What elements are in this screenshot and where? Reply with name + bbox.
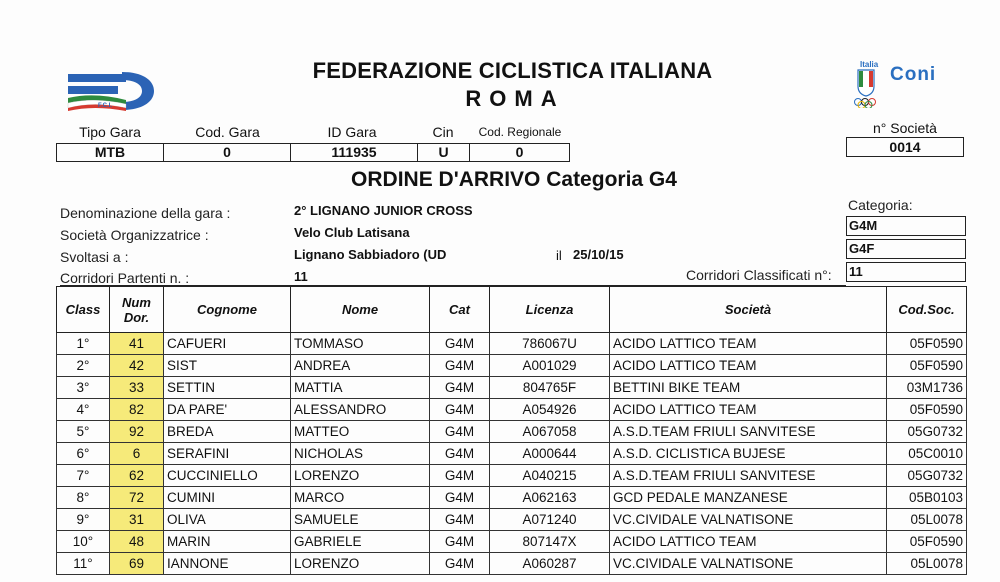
col-header-societa: Società	[610, 287, 887, 333]
cell-nome: NICHOLAS	[291, 443, 430, 465]
cell-pos: 1°	[57, 333, 110, 355]
id-gara-label: ID Gara	[327, 124, 377, 140]
cell-licenza: A071240	[490, 509, 610, 531]
cod-gara-value: 0	[163, 143, 291, 162]
cell-num: 69	[110, 553, 164, 575]
table-row	[57, 487, 967, 509]
cell-nome: LORENZO	[291, 465, 430, 487]
cell-cat: G4M	[430, 531, 490, 553]
cell-cognome: OLIVA	[164, 509, 291, 531]
col-header-licenza: Licenza	[490, 287, 610, 333]
cell-cat: G4M	[430, 421, 490, 443]
cell-cognome: SIST	[164, 355, 291, 377]
federation-city: ROMA	[465, 86, 565, 111]
cell-num: 41	[110, 333, 164, 355]
cod-regionale-value: 0	[469, 143, 570, 162]
cell-cognome: BREDA	[164, 421, 291, 443]
cell-num: 33	[110, 377, 164, 399]
cell-nome: SAMUELE	[291, 509, 430, 531]
societa-organizzatrice-value: Velo Club Latisana	[294, 225, 410, 240]
cell-num: 82	[110, 399, 164, 421]
societa-organizzatrice-label: Società Organizzatrice :	[60, 227, 209, 243]
cell-codsoc: 05F0590	[887, 531, 967, 553]
table-row	[57, 553, 967, 575]
cell-codsoc: 05F0590	[887, 399, 967, 421]
coni-logo-text: Coni	[890, 64, 937, 85]
cell-cat: G4M	[430, 509, 490, 531]
cell-cognome: SERAFINI	[164, 443, 291, 465]
cell-cognome: CUMINI	[164, 487, 291, 509]
cin-value: U	[417, 143, 470, 162]
cell-licenza: A054926	[490, 399, 610, 421]
cell-nome: ALESSANDRO	[291, 399, 430, 421]
cell-num: 92	[110, 421, 164, 443]
cell-pos: 6°	[57, 443, 110, 465]
cell-societa: ACIDO LATTICO TEAM	[610, 531, 887, 553]
table-row	[57, 355, 967, 377]
cell-societa: VC.CIVIDALE VALNATISONE	[610, 509, 887, 531]
categoria-label: Categoria:	[848, 197, 913, 213]
cell-nome: LORENZO	[291, 553, 430, 575]
denominazione-label: Denominazione della gara :	[60, 205, 231, 221]
col-header-cat: Cat	[430, 287, 490, 333]
cod-gara-label: Cod. Gara	[195, 124, 260, 140]
cell-societa: ACIDO LATTICO TEAM	[610, 399, 887, 421]
cell-pos: 11°	[57, 553, 110, 575]
cell-cognome: DA PARE'	[164, 399, 291, 421]
cell-cognome: CUCCINIELLO	[164, 465, 291, 487]
cell-pos: 5°	[57, 421, 110, 443]
cell-pos: 10°	[57, 531, 110, 553]
classificati-value: 11	[846, 262, 966, 282]
results-table	[56, 286, 967, 575]
id-gara-value: 111935	[290, 143, 418, 162]
svoltasi-value: Lignano Sabbiadoro (UD	[294, 247, 447, 262]
ordine-arrivo-title: ORDINE D'ARRIVO Categoria G4	[351, 168, 677, 191]
col-header-codsoc: Cod.Soc.	[887, 287, 967, 333]
n-societa-label: n° Società	[873, 120, 937, 136]
cell-num: 62	[110, 465, 164, 487]
cell-cat: G4M	[430, 487, 490, 509]
cell-codsoc: 03M1736	[887, 377, 967, 399]
cell-codsoc: 05L0078	[887, 553, 967, 575]
cin-label: Cin	[432, 124, 454, 140]
cell-codsoc: 05F0590	[887, 355, 967, 377]
cell-num: 72	[110, 487, 164, 509]
table-row	[57, 399, 967, 421]
tipo-gara-label: Tipo Gara	[79, 124, 141, 140]
cell-num: 48	[110, 531, 164, 553]
federation-title: FEDERAZIONE CICLISTICA ITALIANA	[312, 58, 713, 83]
cell-cognome: CAFUERI	[164, 333, 291, 355]
cell-nome: ANDREA	[291, 355, 430, 377]
cell-cat: G4M	[430, 399, 490, 421]
col-header-class: Class	[57, 287, 110, 333]
cell-licenza: A000644	[490, 443, 610, 465]
cell-societa: ACIDO LATTICO TEAM	[610, 333, 887, 355]
cell-cat: G4M	[430, 553, 490, 575]
cell-cognome: MARIN	[164, 531, 291, 553]
cell-nome: TOMMASO	[291, 333, 430, 355]
table-header-row	[57, 287, 967, 333]
cell-cat: G4M	[430, 333, 490, 355]
cell-cognome: SETTIN	[164, 377, 291, 399]
cell-cat: G4M	[430, 377, 490, 399]
categoria-g4m: G4M	[846, 216, 966, 236]
table-row	[57, 531, 967, 553]
cell-societa: A.S.D.TEAM FRIULI SANVITESE	[610, 421, 887, 443]
cell-codsoc: 05C0010	[887, 443, 967, 465]
col-header-nome: Nome	[291, 287, 430, 333]
svoltasi-label: Svoltasi a :	[60, 249, 129, 265]
cell-licenza: A062163	[490, 487, 610, 509]
cell-nome: MARCO	[291, 487, 430, 509]
cell-pos: 3°	[57, 377, 110, 399]
partenti-value: 11	[294, 269, 308, 284]
table-row	[57, 333, 967, 355]
cell-codsoc: 05G0732	[887, 465, 967, 487]
n-societa-value: 0014	[846, 137, 964, 157]
cell-licenza: A060287	[490, 553, 610, 575]
coni-italia-text: Italia	[860, 60, 879, 69]
data-value: 25/10/15	[573, 247, 624, 262]
cell-nome: MATTIA	[291, 377, 430, 399]
cod-regionale-label: Cod. Regionale	[478, 125, 562, 139]
table-row	[57, 509, 967, 531]
categoria-g4f: G4F	[846, 239, 966, 259]
svg-text:F.C.I.: F.C.I.	[98, 103, 113, 109]
cell-num: 6	[110, 443, 164, 465]
denominazione-value: 2° LIGNANO JUNIOR CROSS	[294, 203, 473, 218]
cell-pos: 4°	[57, 399, 110, 421]
cell-num: 42	[110, 355, 164, 377]
cell-nome: GABRIELE	[291, 531, 430, 553]
cell-licenza: 786067U	[490, 333, 610, 355]
tipo-gara-value: MTB	[56, 143, 164, 162]
data-label: il	[556, 248, 562, 263]
cell-codsoc: 05L0078	[887, 509, 967, 531]
cell-societa: ACIDO LATTICO TEAM	[610, 355, 887, 377]
table-row	[57, 421, 967, 443]
cell-societa: GCD PEDALE MANZANESE	[610, 487, 887, 509]
cell-societa: BETTINI BIKE TEAM	[610, 377, 887, 399]
cell-cat: G4M	[430, 465, 490, 487]
cell-cat: G4M	[430, 443, 490, 465]
cell-licenza: A001029	[490, 355, 610, 377]
table-row	[57, 377, 967, 399]
col-header-num: Num Dor.	[110, 287, 164, 333]
cell-codsoc: 05F0590	[887, 333, 967, 355]
cell-pos: 9°	[57, 509, 110, 531]
partenti-label: Corridori Partenti n. :	[60, 270, 190, 286]
cell-licenza: A067058	[490, 421, 610, 443]
cell-codsoc: 05B0103	[887, 487, 967, 509]
cell-licenza: A040215	[490, 465, 610, 487]
table-row	[57, 465, 967, 487]
cell-num: 31	[110, 509, 164, 531]
classificati-label: Corridori Classificati n°:	[686, 267, 832, 283]
cell-pos: 7°	[57, 465, 110, 487]
cell-codsoc: 05G0732	[887, 421, 967, 443]
cell-licenza: 807147X	[490, 531, 610, 553]
cell-societa: A.S.D.TEAM FRIULI SANVITESE	[610, 465, 887, 487]
cell-societa: A.S.D. CICLISTICA BUJESE	[610, 443, 887, 465]
cell-licenza: 804765F	[490, 377, 610, 399]
table-row	[57, 443, 967, 465]
cell-cognome: IANNONE	[164, 553, 291, 575]
cell-nome: MATTEO	[291, 421, 430, 443]
col-header-cognome: Cognome	[164, 287, 291, 333]
cell-cat: G4M	[430, 355, 490, 377]
cell-societa: VC.CIVIDALE VALNATISONE	[610, 553, 887, 575]
cell-pos: 8°	[57, 487, 110, 509]
cell-pos: 2°	[57, 355, 110, 377]
